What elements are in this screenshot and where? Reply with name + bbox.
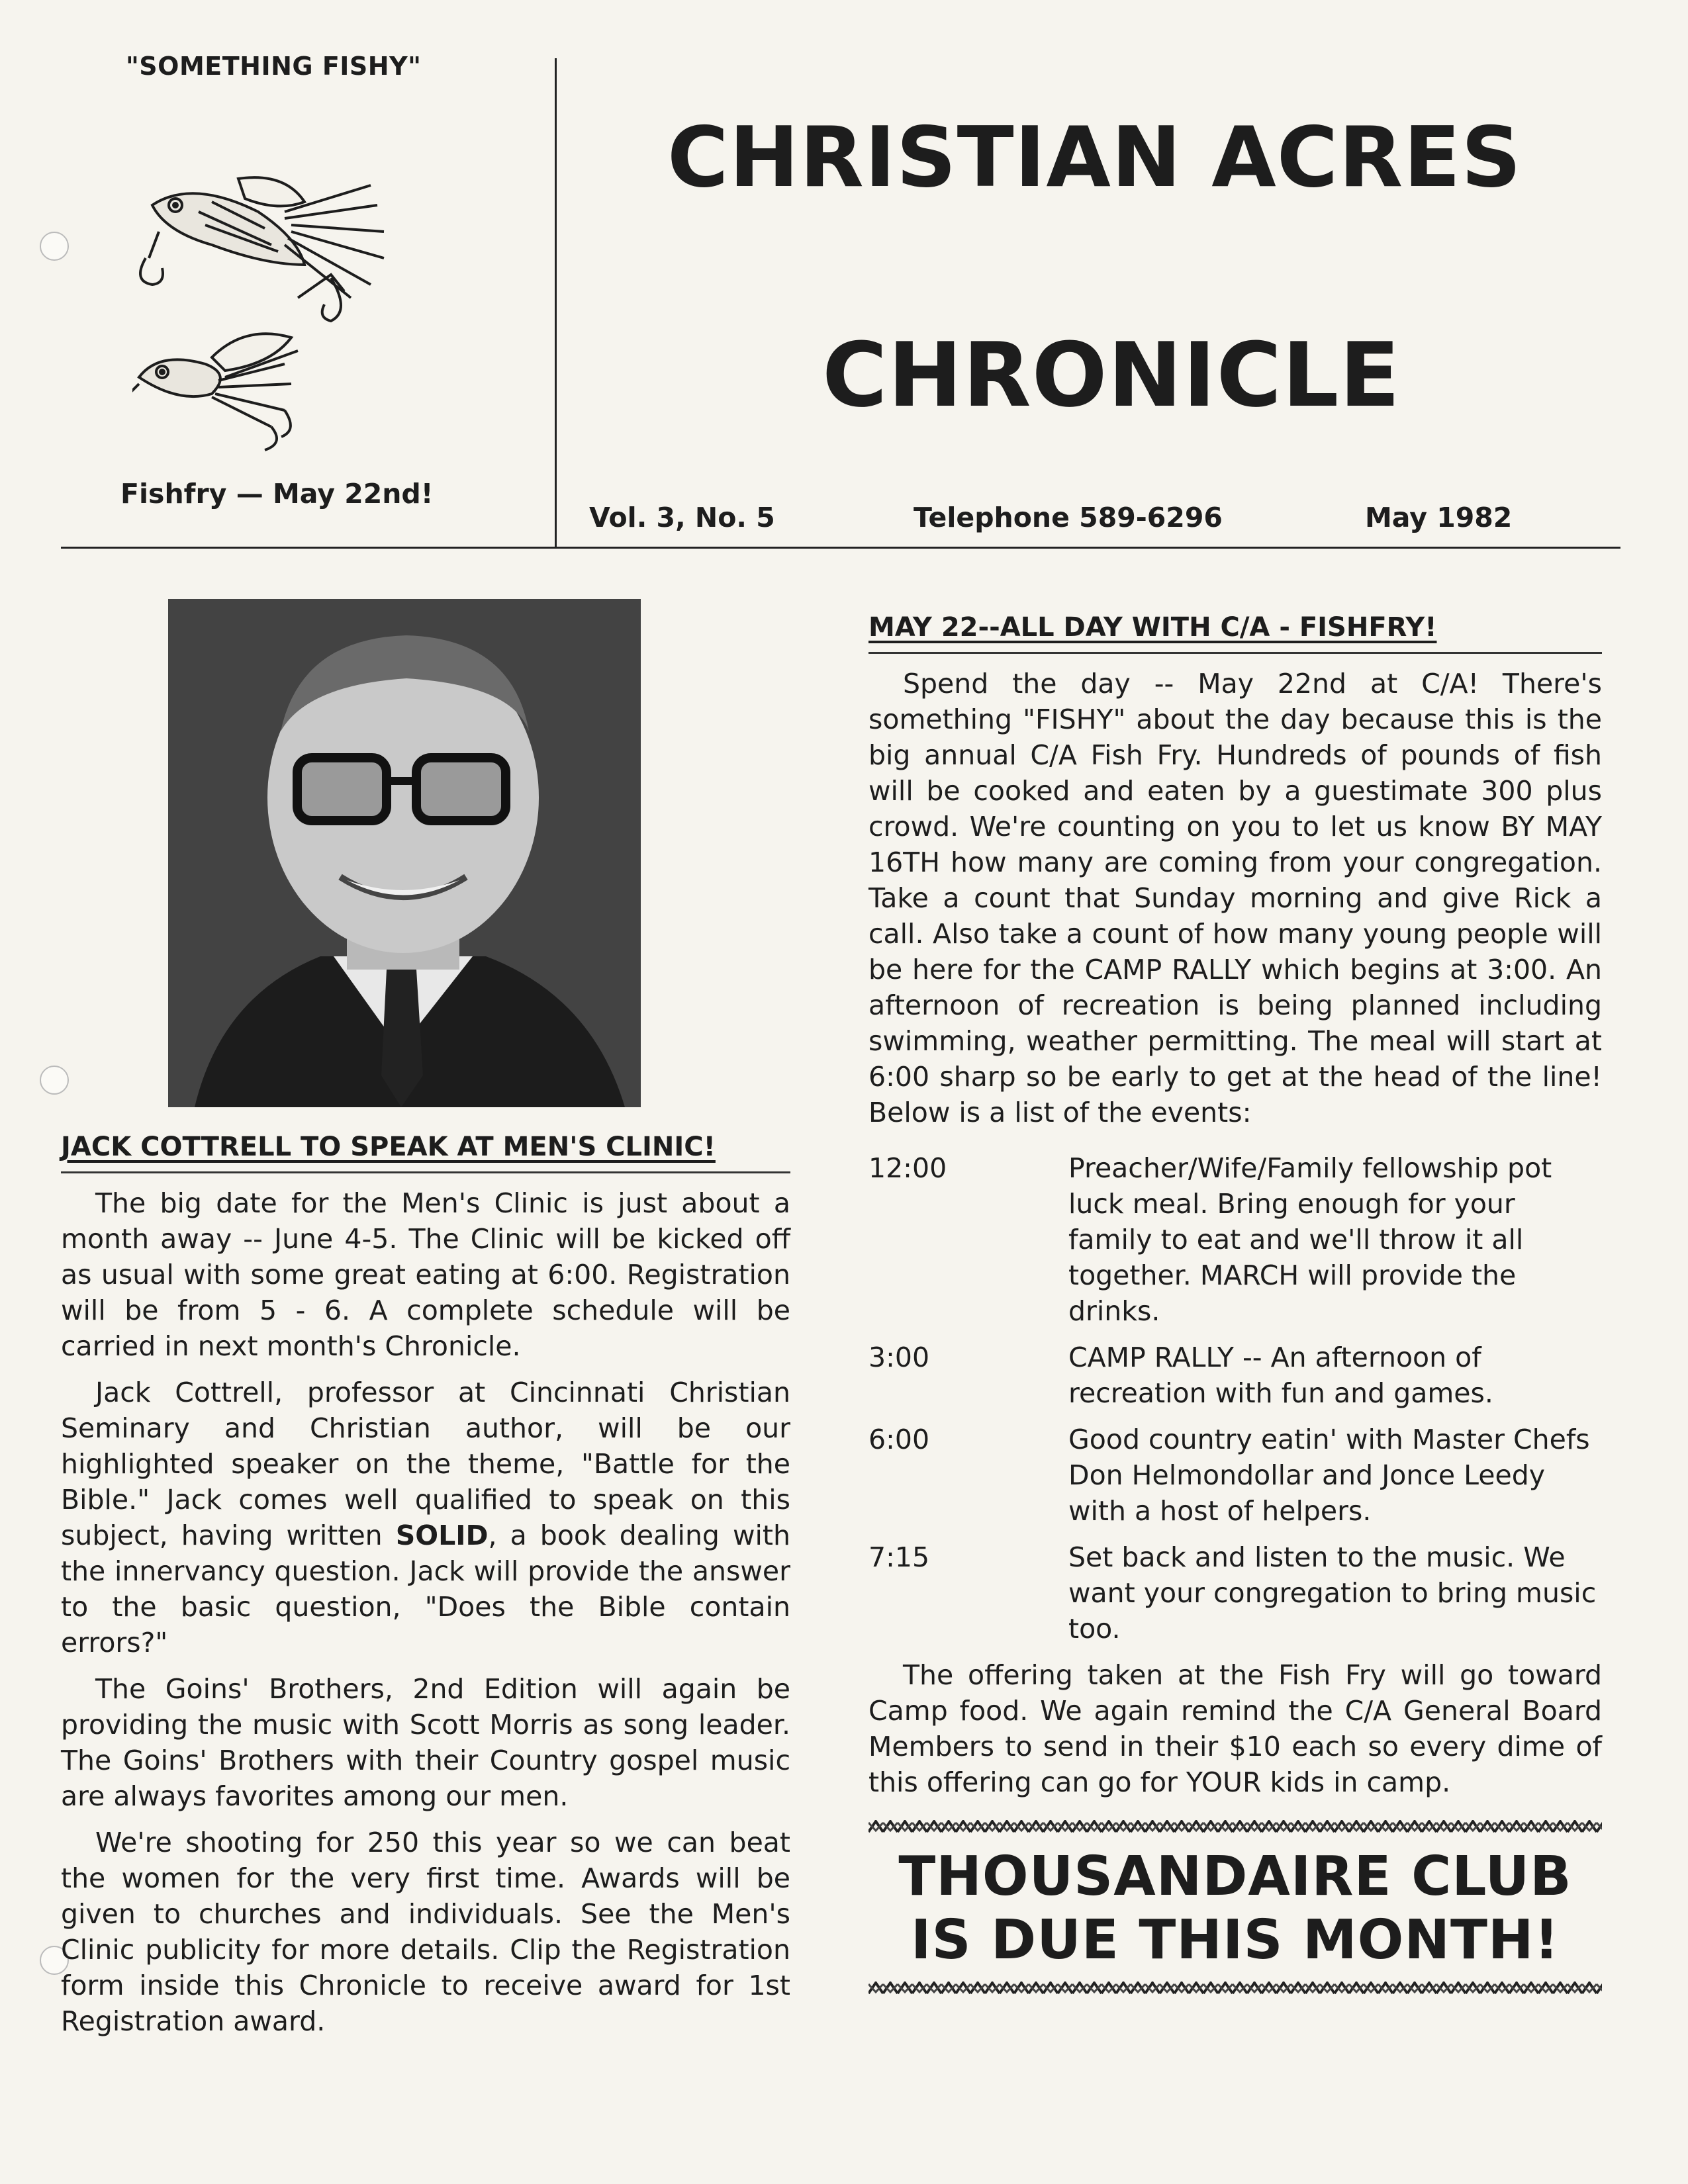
schedule-row — [868, 1539, 1602, 1647]
club-notice-line2: IS DUE THIS MONTH! — [911, 1909, 1560, 1972]
event-time: 6:00 — [868, 1424, 930, 1455]
newsletter-title-line1: CHRISTIAN ACRES — [667, 109, 1523, 206]
event-description: Good country eatin' with Master Chefs Don Helmondollar and Jonce Leedy with a host of helpers. — [1068, 1424, 1590, 1527]
paragraph-text: , a book dealing with the innervancy question. Jack will provide the answer to the basic question, "Does the Bible contain errors?" — [61, 1520, 790, 1659]
speaker-portrait-photo — [168, 599, 641, 1107]
tagline: "SOMETHING FISHY" — [126, 52, 422, 81]
issue-date: May 1982 — [1365, 502, 1513, 533]
article-paragraph: We're shooting for 250 this year so we can beat the women for the very first time. Awards will be given to churches and individuals. See the Men's Clinic publicity for more details. Clip the Registration form inside this Chronicle to receive award for 1st Registration award. — [61, 1827, 790, 2037]
fishing-lure-illustration — [132, 165, 424, 457]
fishfry-article — [868, 612, 1602, 2007]
masthead-divider — [61, 547, 1620, 549]
article-paragraph: The Goins' Brothers, 2nd Edition will again be providing the music with Scott Morris as song leader. The Goins' Brothers with their Country gospel music are always favorites among our men. — [61, 1673, 790, 1812]
event-description: Preacher/Wife/Family fellowship pot luck meal. Bring enough for your family to eat and we'll throw it all together. MARCH will provide the drinks. — [1068, 1152, 1552, 1327]
paragraph-text: Jack Cottrell, professor at Cincinnati Christian Seminary and Christian author, will be our highlighted speaker on the theme, "Battle for the Bible." Jack comes well qualified to speak on this subject, having written — [61, 1377, 790, 1551]
article-paragraph-speaker — [61, 1375, 790, 1661]
book-title: SOLID — [395, 1520, 489, 1551]
headline-rule — [868, 652, 1602, 654]
article-paragraph: The big date for the Men's Clinic is just about a month away -- June 4-5. The Clinic will be kicked off as usual with some great eating at 6:00. Registration will be from 5 - 6. A complete schedule will be carried in next month's Chronicle. — [61, 1187, 790, 1362]
thousandaire-club-notice — [868, 1845, 1602, 1972]
schedule-row — [868, 1340, 1602, 1411]
mens-clinic-headline: JACK COTTRELL TO SPEAK AT MEN'S CLINIC! — [61, 1132, 716, 1162]
club-notice-line1: THOUSANDAIRE CLUB — [898, 1845, 1572, 1908]
portrait-illustration — [168, 599, 641, 1107]
masthead-vertical-divider — [555, 58, 557, 548]
punch-hole-top — [40, 232, 69, 261]
schedule-row — [868, 1150, 1602, 1329]
telephone-number: Telephone 589-6296 — [914, 502, 1223, 533]
punch-hole-middle — [40, 1066, 69, 1095]
event-schedule — [868, 1150, 1602, 1647]
event-time: 3:00 — [868, 1342, 930, 1373]
fishfry-intro: Spend the day -- May 22nd at C/A! There's something "FISHY" about the day because this is the big annual C/A Fish Fry. Hundreds of pounds of fish will be cooked and eaten by a guestimate 300 plus crowd. We're counting on you to let us know BY MAY 16TH how many are coming from your congregation. Take a count that Sunday morning and give Rick a call. Also take a count of how many young people will be here for the CAMP RALLY which begins at 3:00. An afternoon of recreation is being planned including swimming, weather permitting. The meal will start at 6:00 sharp so be early to get at the head of the line! Below is a list of the events: — [868, 668, 1602, 1128]
headline-rule — [61, 1171, 790, 1173]
fishfry-headline: MAY 22--ALL DAY WITH C/A - FISHFRY! — [868, 612, 1437, 643]
event-time: 7:15 — [868, 1541, 930, 1573]
fishfry-closing: The offering taken at the Fish Fry will go toward Camp food. We again remind the C/A General Board Members to send in their $10 each so every dime of this offering can go for YOUR kids in camp. — [868, 1659, 1602, 1798]
event-description: CAMP RALLY -- An afternoon of recreation with fun and games. — [1068, 1342, 1493, 1409]
event-time: 12:00 — [868, 1152, 947, 1184]
decorative-border-bottom — [868, 1981, 1602, 1995]
decorative-border-top — [868, 1820, 1602, 1833]
newsletter-title-line2: CHRONICLE — [822, 324, 1401, 427]
fishfry-date-note: Fishfry — May 22nd! — [120, 478, 434, 510]
mens-clinic-article — [61, 1132, 790, 2050]
schedule-row — [868, 1422, 1602, 1529]
event-description: Set back and listen to the music. We want your congregation to bring music too. — [1068, 1541, 1597, 1645]
volume-number: Vol. 3, No. 5 — [589, 502, 775, 533]
